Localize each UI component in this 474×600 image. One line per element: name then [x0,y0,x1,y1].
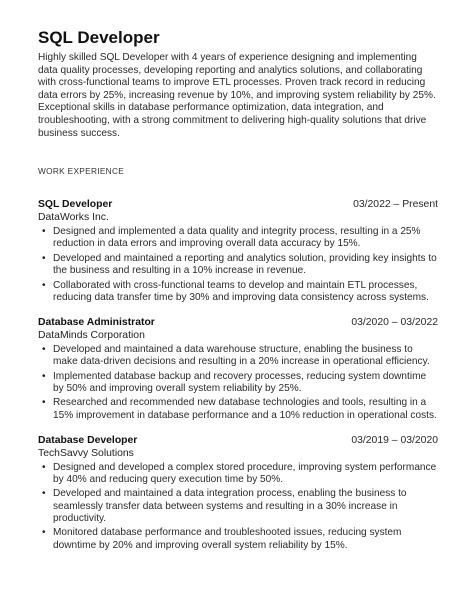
job-title: SQL Developer [38,199,113,211]
job-company: DataWorks Inc. [38,212,109,224]
job-bullet-list [38,226,438,304]
summary-paragraph: Highly skilled SQL Developer with 4 years of experience designing and implementing data quality processes, developing reporting and analytics solutions, and collaborating with cross-functional teams to improve ETL processes. Proven track record in reducing data errors by 25%, increasing revenue by 10%, and improving system reliability by 25%. Exceptional skills in database performance optimization, data integration, and troubleshooting, with a strong commitment to delivering high-quality solutions that drive business success. [38,52,436,139]
job-dates: 03/2019 – 03/2020 [351,434,438,446]
job-bullet: • Researched and recommended new database technologies and tools, resulting in a 15% improvement in database performance and a 10% reduction in operational costs. [38,397,438,421]
job-title: Database Administrator [38,316,155,328]
job-dates: 03/2022 – Present [353,199,438,211]
job-bullet: • Developed and maintained a data warehouse structure, enabling the business to make data-driven decisions and resulting in a 20% increase in operational efficiency. [38,344,438,368]
job-title: Database Developer [38,434,138,446]
job-bullet: • Developed and maintained a reporting and analytics solution, providing key insights to the business and resulting in a 10% increase in revenue. [38,253,438,277]
job-company: TechSavvy Solutions [38,447,134,459]
job-bullet: • Designed and developed a complex stored procedure, improving system performance by 40% and reducing query execution time by 50%. [38,462,438,486]
job-bullet: • Collaborated with cross-functional teams to develop and maintain ETL processes, reducing data transfer time by 30% and improving data consistency across systems. [38,280,438,304]
job-header [38,434,438,447]
job-bullet: • Developed and maintained a data integration process, enabling the business to seamlessly transfer data between systems and resulting in a 30% increase in productivity. [38,488,438,525]
job-entry [38,434,438,552]
section-heading-work-experience: WORK EXPERIENCE [38,166,125,177]
resume-name: SQL Developer [38,28,160,47]
job-company: DataMinds Corporation [38,329,145,341]
job-bullet: • Implemented database backup and recovery processes, reducing system downtime by 50% and improving overall system reliability by 25%. [38,371,438,395]
job-bullet-list [38,462,438,552]
job-header [38,316,438,329]
job-bullet: • Monitored database performance and troubleshooted issues, reducing system downtime by 20% and improving overall system reliability by 15%. [38,527,438,551]
resume-page [38,28,438,564]
job-header [38,198,438,211]
job-bullet-list [38,344,438,422]
job-dates: 03/2020 – 03/2022 [351,316,438,328]
job-entry [38,198,438,304]
job-entry [38,316,438,422]
job-bullet: • Designed and implemented a data quality and integrity process, resulting in a 25% reduction in data errors and improving overall data accuracy by 15%. [38,226,438,250]
